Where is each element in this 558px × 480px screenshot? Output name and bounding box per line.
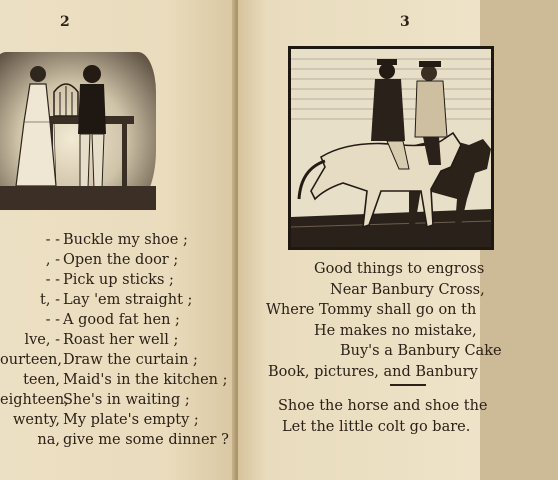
left-page [0, 0, 236, 480]
poem-line: Where Tommy shall go on th [266, 302, 477, 318]
line-end: give me some dinner ? [63, 432, 229, 448]
rhyme-line [0, 350, 236, 370]
poem-line: Let the little colt go bare. [282, 419, 471, 435]
counting-rhyme [0, 230, 236, 450]
poem-line: Buy's a Banbury Cake [340, 343, 502, 359]
poem-line: Book, pictures, and Banbury [268, 363, 478, 380]
line-start: - - [45, 232, 60, 248]
rhyme-line [0, 390, 236, 410]
line-start: lve, - [24, 332, 60, 348]
line-start: teen, [23, 372, 60, 388]
line-end: My plate's empty ; [63, 412, 199, 428]
banbury-poem-stanza-2 [278, 396, 538, 438]
line-end: Buckle my shoe ; [63, 232, 188, 248]
line-start: ourteen, [0, 352, 62, 368]
rhyme-line [0, 230, 236, 250]
line-end: Maid's in the kitchen ; [63, 372, 228, 388]
line-start: - - [45, 312, 60, 328]
rhyme-line [0, 410, 236, 430]
rhyme-line [0, 430, 236, 450]
line-start: wenty, [12, 412, 60, 428]
line-start: , - [45, 252, 60, 268]
line-end: A good fat hen ; [63, 312, 180, 328]
line-start: t, - [40, 292, 60, 308]
poem-line: Good things to engross [314, 261, 485, 277]
rhyme-line [0, 330, 236, 350]
poem-line: Shoe the horse and shoe the [278, 398, 488, 414]
page-number-right: 3 [400, 14, 410, 30]
rhyme-line [0, 250, 236, 270]
rhyme-line [0, 290, 236, 310]
line-end: Roast her well ; [63, 332, 179, 348]
right-page [238, 0, 502, 480]
poem-line: He makes no mistake, [314, 322, 477, 339]
rhyme-line [0, 310, 236, 330]
rhyme-line [0, 370, 236, 390]
line-end: Open the door ; [63, 252, 179, 268]
line-start: eighteen, [0, 392, 69, 408]
page-number-left: 2 [60, 14, 70, 30]
line-end: Draw the curtain ; [63, 352, 198, 368]
rhyme-line [0, 270, 236, 290]
line-end: She's in waiting ; [63, 392, 190, 408]
line-end: Lay 'em straight ; [63, 292, 193, 308]
woodcut-illustration-riders [288, 46, 494, 250]
section-divider [390, 384, 426, 386]
banbury-poem-stanza-1 [238, 259, 558, 382]
line-start: - - [45, 272, 60, 288]
woodcut-illustration-shop-scene [0, 52, 156, 210]
line-start: na, [37, 432, 60, 448]
poem-line: Near Banbury Cross, [330, 281, 485, 298]
line-end: Pick up sticks ; [63, 272, 174, 288]
